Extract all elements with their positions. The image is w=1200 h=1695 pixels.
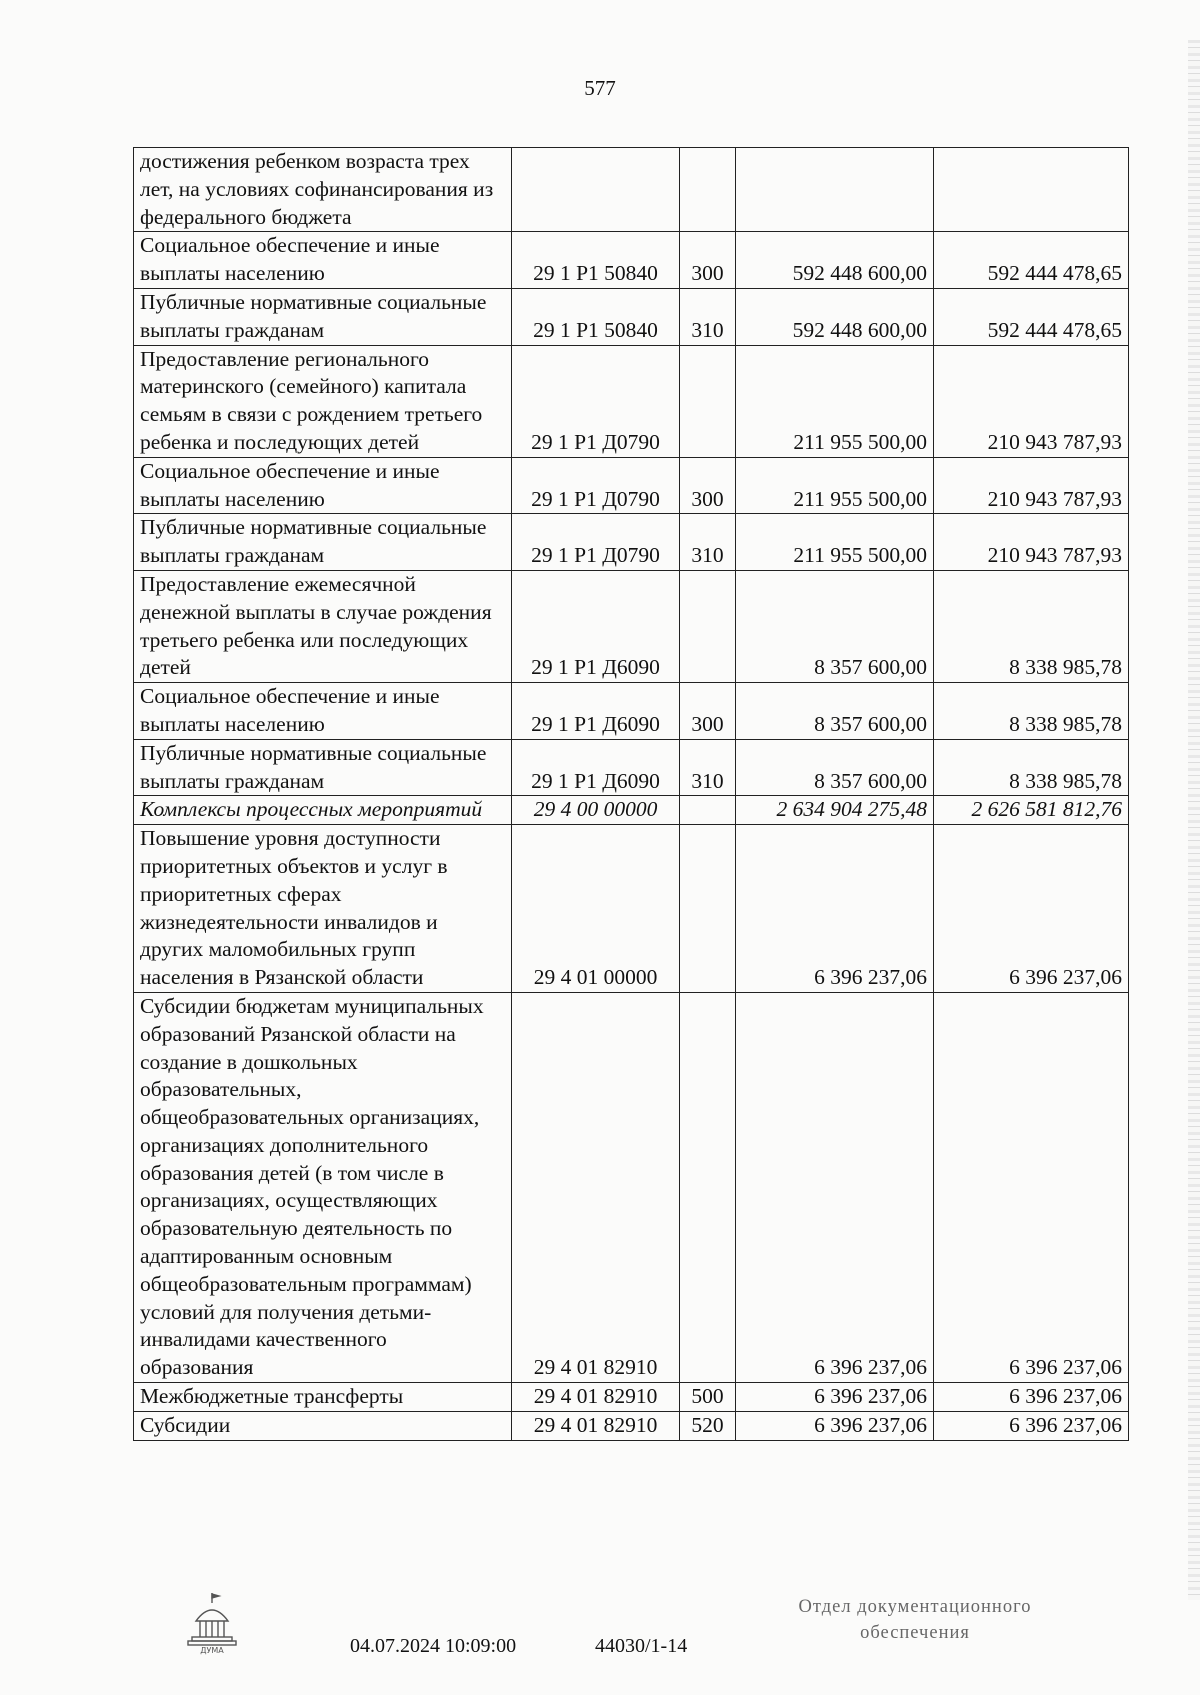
- row-planned-amount: 211 955 500,00: [736, 514, 934, 571]
- row-actual-amount: 6 396 237,06: [934, 992, 1129, 1382]
- row-planned-amount: 6 396 237,06: [736, 825, 934, 993]
- row-actual-amount: 2 626 581 812,76: [934, 796, 1129, 825]
- stamp-line-1: Отдел документационного: [798, 1597, 1032, 1617]
- row-actual-amount: 210 943 787,93: [934, 457, 1129, 514]
- duma-logo-text: ДУМА: [200, 1646, 224, 1655]
- row-name: Субсидии: [134, 1411, 512, 1440]
- row-expense-type: [680, 345, 736, 457]
- table-row: [134, 570, 1129, 682]
- row-target-code: 29 1 Р1 50840: [512, 232, 680, 289]
- row-target-code: [512, 148, 680, 232]
- stamp-line-2: обеспечения: [860, 1623, 970, 1643]
- row-target-code: 29 1 Р1 Д0790: [512, 345, 680, 457]
- row-name: Повышение уровня доступности приоритетных объектов и услуг в приоритетных сферах жизнедеятельности инвалидов и других маломобильных групп населения в Рязанской области: [134, 825, 512, 993]
- row-planned-amount: 6 396 237,06: [736, 1383, 934, 1412]
- duma-logo: [180, 1591, 244, 1655]
- department-stamp: [765, 1594, 1065, 1646]
- table-row: [134, 457, 1129, 514]
- row-name: Предоставление регионального материнского (семейного) капитала семьям в связи с рождением третьего ребенка и последующих детей: [134, 345, 512, 457]
- table-row: [134, 1383, 1129, 1412]
- row-target-code: 29 1 Р1 Д6090: [512, 683, 680, 740]
- row-expense-type: [680, 570, 736, 682]
- row-actual-amount: 592 444 478,65: [934, 232, 1129, 289]
- row-actual-amount: 210 943 787,93: [934, 514, 1129, 571]
- row-expense-type: 310: [680, 288, 736, 345]
- table-row: [134, 514, 1129, 571]
- footer-datetime: 04.07.2024 10:09:00: [350, 1635, 517, 1657]
- row-target-code: 29 1 Р1 Д6090: [512, 570, 680, 682]
- row-target-code: 29 1 Р1 Д6090: [512, 739, 680, 796]
- row-expense-type: 300: [680, 457, 736, 514]
- row-target-code: 29 4 01 82910: [512, 992, 680, 1382]
- table-row: [134, 345, 1129, 457]
- row-target-code: 29 4 01 82910: [512, 1411, 680, 1440]
- row-name: Комплексы процессных мероприятий: [134, 796, 512, 825]
- row-target-code: 29 1 Р1 50840: [512, 288, 680, 345]
- row-expense-type: 520: [680, 1411, 736, 1440]
- row-target-code: 29 4 00 00000: [512, 796, 680, 825]
- row-expense-type: [680, 148, 736, 232]
- row-actual-amount: 8 338 985,78: [934, 739, 1129, 796]
- row-actual-amount: 210 943 787,93: [934, 345, 1129, 457]
- row-name: Публичные нормативные социальные выплаты гражданам: [134, 514, 512, 571]
- row-expense-type: 300: [680, 232, 736, 289]
- row-expense-type: [680, 796, 736, 825]
- row-planned-amount: 6 396 237,06: [736, 1411, 934, 1440]
- table-row: [134, 825, 1129, 993]
- row-planned-amount: 2 634 904 275,48: [736, 796, 934, 825]
- row-actual-amount: 6 396 237,06: [934, 1411, 1129, 1440]
- row-name: Межбюджетные трансферты: [134, 1383, 512, 1412]
- row-planned-amount: 592 448 600,00: [736, 232, 934, 289]
- row-target-code: 29 1 Р1 Д0790: [512, 457, 680, 514]
- table-row: [134, 683, 1129, 740]
- row-actual-amount: 6 396 237,06: [934, 1383, 1129, 1412]
- budget-table: [133, 147, 1129, 1441]
- row-name: Социальное обеспечение и иные выплаты населению: [134, 683, 512, 740]
- row-name: Социальное обеспечение и иные выплаты населению: [134, 457, 512, 514]
- row-planned-amount: 8 357 600,00: [736, 683, 934, 740]
- table-row: [134, 232, 1129, 289]
- row-planned-amount: 8 357 600,00: [736, 570, 934, 682]
- row-actual-amount: 592 444 478,65: [934, 288, 1129, 345]
- row-expense-type: [680, 992, 736, 1382]
- table-row: [134, 288, 1129, 345]
- table-row: [134, 992, 1129, 1382]
- row-name: достижения ребенком возраста трех лет, на условиях софинансирования из федерального бюджета: [134, 148, 512, 232]
- row-planned-amount: 211 955 500,00: [736, 345, 934, 457]
- row-planned-amount: 6 396 237,06: [736, 992, 934, 1382]
- row-actual-amount: 8 338 985,78: [934, 683, 1129, 740]
- table-row: [134, 1411, 1129, 1440]
- row-expense-type: 500: [680, 1383, 736, 1412]
- row-name: Субсидии бюджетам муниципальных образований Рязанской области на создание в дошкольных образовательных, общеобразовательных организациях, организациях дополнительного образования детей (в том числе в организациях, осуществляющих образовательную деятельность по адаптированным основным общеобразовательным программам) условий для получения детьми-инвалидами качественного образования: [134, 992, 512, 1382]
- row-name: Предоставление ежемесячной денежной выплаты в случае рождения третьего ребенка или последующих детей: [134, 570, 512, 682]
- table-row: [134, 739, 1129, 796]
- row-planned-amount: [736, 148, 934, 232]
- page-number: 577: [584, 76, 616, 100]
- table-row: [134, 796, 1129, 825]
- row-name: Публичные нормативные социальные выплаты гражданам: [134, 739, 512, 796]
- row-expense-type: [680, 825, 736, 993]
- row-planned-amount: 8 357 600,00: [736, 739, 934, 796]
- table-row: [134, 148, 1129, 232]
- row-target-code: 29 4 01 00000: [512, 825, 680, 993]
- row-actual-amount: 6 396 237,06: [934, 825, 1129, 993]
- scan-edge: [1188, 40, 1200, 1600]
- row-actual-amount: 8 338 985,78: [934, 570, 1129, 682]
- row-planned-amount: 592 448 600,00: [736, 288, 934, 345]
- row-target-code: 29 1 Р1 Д0790: [512, 514, 680, 571]
- row-name: Публичные нормативные социальные выплаты гражданам: [134, 288, 512, 345]
- row-name: Социальное обеспечение и иные выплаты населению: [134, 232, 512, 289]
- budget-table-body: [134, 148, 1129, 1441]
- row-expense-type: 300: [680, 683, 736, 740]
- row-planned-amount: 211 955 500,00: [736, 457, 934, 514]
- row-actual-amount: [934, 148, 1129, 232]
- row-expense-type: 310: [680, 514, 736, 571]
- footer-doc-number: 44030/1-14: [595, 1635, 688, 1657]
- row-expense-type: 310: [680, 739, 736, 796]
- row-target-code: 29 4 01 82910: [512, 1383, 680, 1412]
